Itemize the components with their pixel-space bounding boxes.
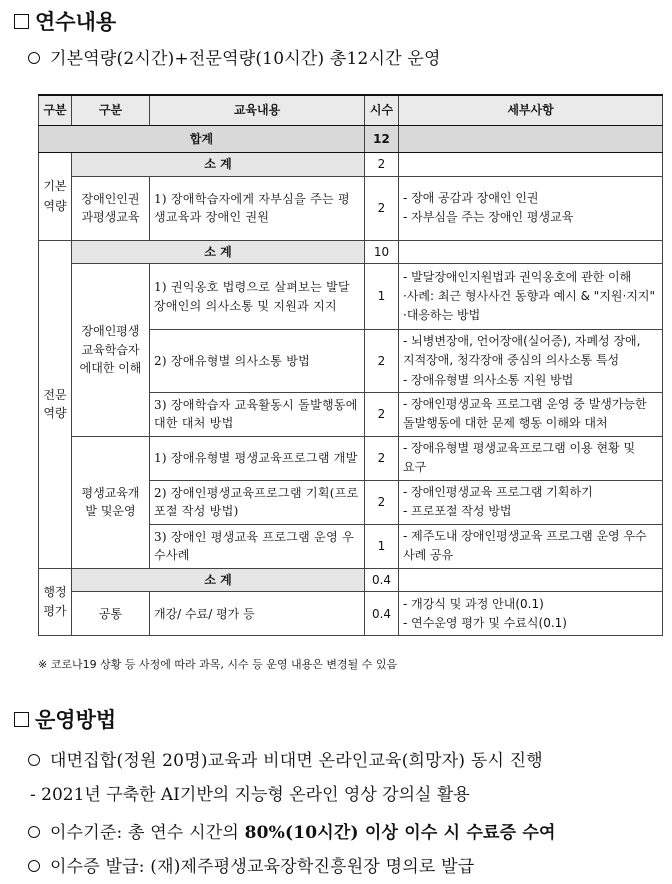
row-hours: 1 xyxy=(365,264,399,330)
row-hours: 2 xyxy=(365,330,399,393)
expert-group1: 장애인평생교육학습자에대한 이해 xyxy=(72,264,150,437)
ops-line-3: 이수기준: 총 연수 시간의 80%(10시간) 이상 이수 시 수료증 수여 xyxy=(28,818,556,843)
circle-bullet-icon xyxy=(28,52,40,64)
row-details: - 제주도내 장애인평생교육 프로그램 운영 우수 사례 공유 xyxy=(399,524,663,568)
basic-subtotal-hours: 2 xyxy=(365,153,399,177)
admin-subtotal-row xyxy=(39,568,663,592)
basic-subtotal-label: 소 계 xyxy=(72,153,365,177)
expert-subtotal-hours: 10 xyxy=(365,240,399,264)
section-title-curriculum: 연수내용 xyxy=(14,6,116,36)
basic-category: 기본역량 xyxy=(39,153,72,241)
expert-category: 전문역량 xyxy=(39,240,72,568)
row-details: - 장애인평생교육 프로그램 기획하기 - 프로포절 작성 방법 xyxy=(399,480,663,524)
row-details: - 발달장애인지원법과 권익옹호에 관한 이해 ·사례: 최근 형사사건 동향과 예시 & "지원·지지" ·대응하는 방법 xyxy=(399,264,663,330)
table-header-row xyxy=(39,95,663,126)
expert-subtotal-row xyxy=(39,240,663,264)
row-details: - 장애인평생교육 프로그램 운영 중 발생가능한 돌발행동에 대한 문제 행동 이해와 대처 xyxy=(399,392,663,436)
row-content: 개강/ 수료/ 평가 등 xyxy=(150,592,365,636)
admin-subtotal-label: 소 계 xyxy=(72,568,365,592)
ops-line-1: 대면집합(정원 20명)교육과 비대면 온라인교육(희망자) 동시 진행 xyxy=(28,746,543,771)
row-content: 3) 장애인 평생교육 프로그램 운영 우수사례 xyxy=(150,524,365,568)
row-details: - 뇌병변장애, 언어장애(실어증), 자폐성 장애, 지적장애, 청각장애 중심의 의사소통 특성 - 장애유형별 의사소통 지원 방법 xyxy=(399,330,663,393)
header-category: 구분 xyxy=(39,95,72,126)
header-content: 교육내용 xyxy=(150,95,365,126)
circle-bullet-icon xyxy=(28,826,40,838)
row-hours: 2 xyxy=(365,176,399,240)
row-hours: 1 xyxy=(365,524,399,568)
circle-bullet-icon xyxy=(28,860,40,872)
header-subcategory: 구분 xyxy=(72,95,150,126)
row-hours: 2 xyxy=(365,480,399,524)
row-details: - 개강식 및 과정 안내(0.1) - 연수운영 평가 및 수료식(0.1) xyxy=(399,592,663,636)
admin-subtotal-hours: 0.4 xyxy=(365,568,399,592)
expert-subtotal-label: 소 계 xyxy=(72,240,365,264)
row-hours: 0.4 xyxy=(365,592,399,636)
circle-bullet-icon xyxy=(28,754,40,766)
row-hours: 2 xyxy=(365,436,399,480)
total-row xyxy=(39,126,663,153)
table-note: ※ 코로나19 상황 등 사정에 따라 과목, 시수 등 운영 내용은 변경될 수 있음 xyxy=(38,658,398,671)
total-hours: 12 xyxy=(365,126,399,153)
square-bullet-icon xyxy=(14,14,29,29)
table-row xyxy=(39,176,663,240)
row-details: - 장애유형별 평생교육프로그램 이용 현황 및 요구 xyxy=(399,436,663,480)
row-hours: 2 xyxy=(365,392,399,436)
row-content: 1) 장애유형별 평생교육프로그램 개발 xyxy=(150,436,365,480)
summary-line: 기본역량(2시간)+전문역량(10시간) 총12시간 운영 xyxy=(28,44,441,69)
admin-group: 공통 xyxy=(72,592,150,636)
row-content: 1) 장애학습자에게 자부심을 주는 평생교육과 장애인 권원 xyxy=(150,176,365,240)
admin-category: 행정평가 xyxy=(39,568,72,636)
row-content: 3) 장애학습자 교육활동시 돌발행동에 대한 대처 방법 xyxy=(150,392,365,436)
curriculum-table xyxy=(38,94,663,636)
table-row xyxy=(39,264,663,330)
total-label: 합계 xyxy=(39,126,365,153)
row-content: 2) 장애유형별 의사소통 방법 xyxy=(150,330,365,393)
table-row xyxy=(39,436,663,480)
basic-subtotal-row xyxy=(39,153,663,177)
header-hours: 시수 xyxy=(365,95,399,126)
basic-group: 장애인인권과평생교육 xyxy=(72,176,150,240)
section-title-operation: 운영방법 xyxy=(14,704,116,734)
row-content: 1) 권익옹호 법령으로 살펴보는 발달장애인의 의사소통 및 지원과 지지 xyxy=(150,264,365,330)
ops-line-2: - 2021년 구축한 AI기반의 지능형 온라인 영상 강의실 활용 xyxy=(30,785,470,805)
completion-criteria: 80%(10시간) 이상 이수 시 수료증 수여 xyxy=(244,823,556,843)
header-details: 세부사항 xyxy=(399,95,663,126)
table-row xyxy=(39,592,663,636)
expert-group2: 평생교육개발 및운영 xyxy=(72,436,150,568)
row-content: 2) 장애인평생교육프로그램 기획(프로포절 작성 방법) xyxy=(150,480,365,524)
row-details: - 장애 공감과 장애인 인권 - 자부심을 주는 장애인 평생교육 xyxy=(399,176,663,240)
ops-line-4: 이수증 발급: (재)제주평생교육장학진흥원장 명의로 발급 xyxy=(28,852,474,877)
square-bullet-icon xyxy=(14,712,29,727)
